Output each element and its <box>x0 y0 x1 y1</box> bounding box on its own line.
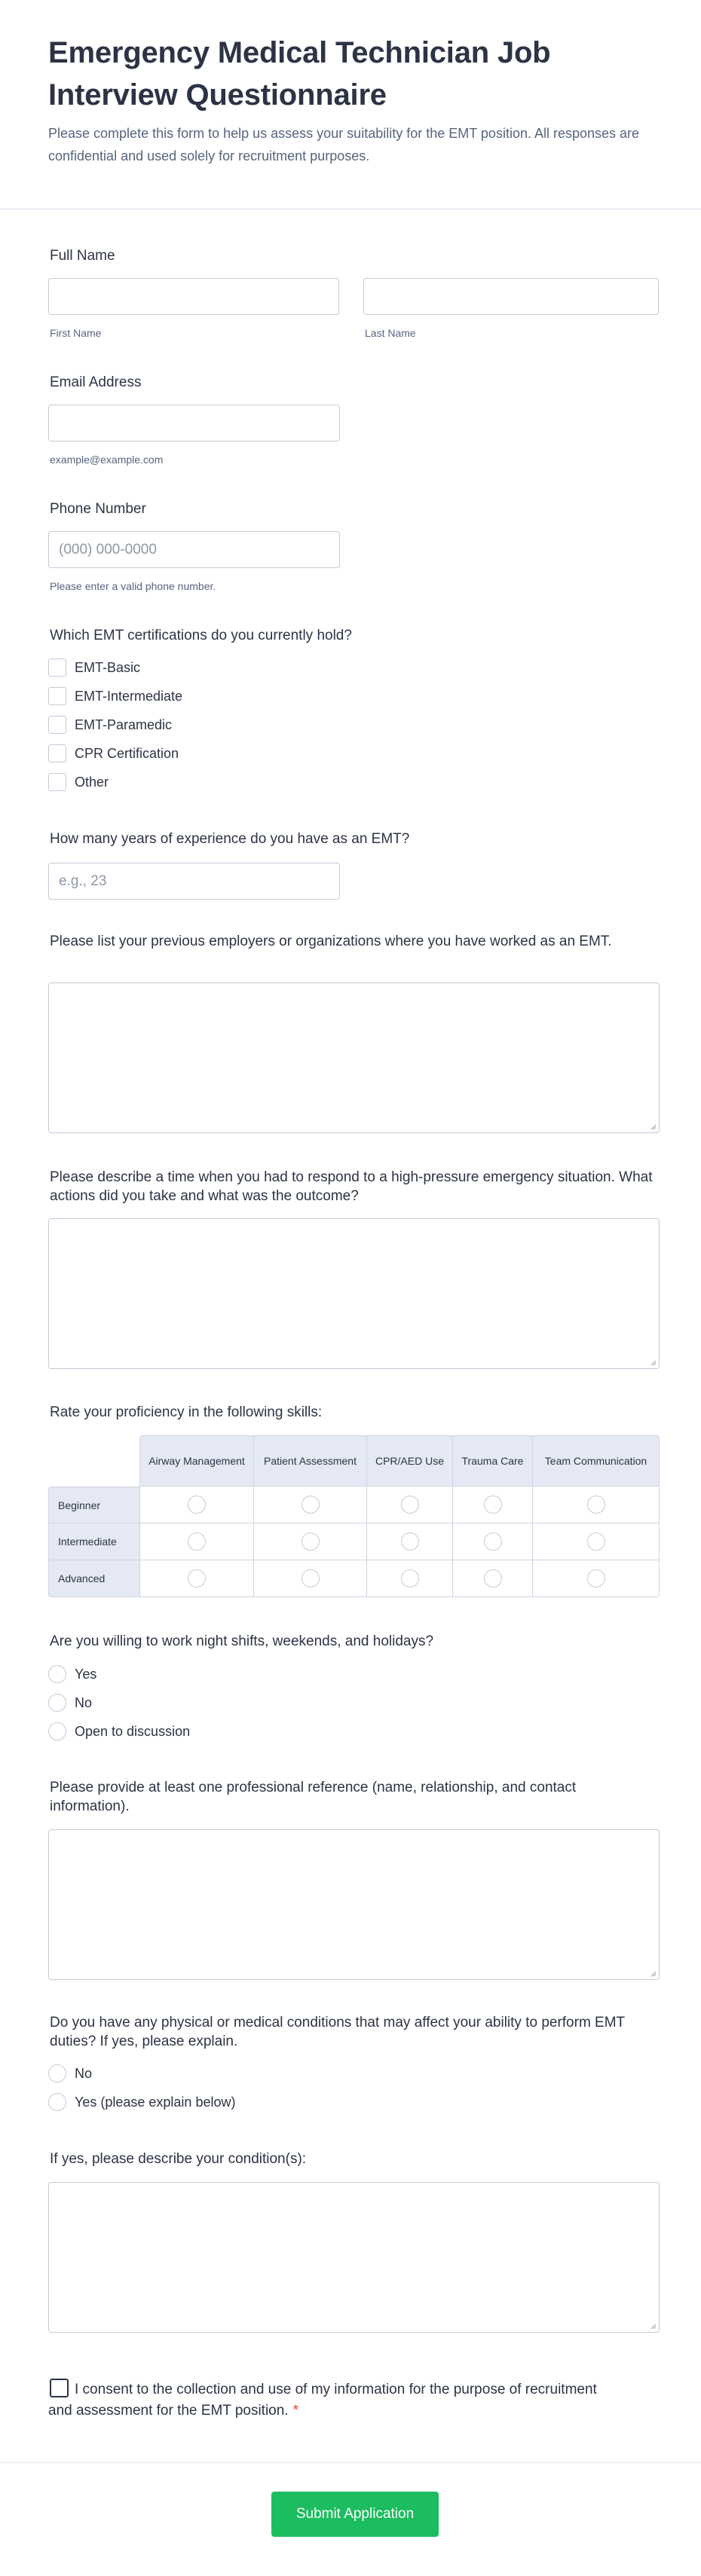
shifts-label: Are you willing to work night shifts, weekends, and holidays? <box>50 1633 434 1649</box>
email-helper: example@example.com <box>50 454 164 466</box>
condition-details-textarea[interactable] <box>48 2182 660 2333</box>
option-label: EMT-Paramedic <box>75 717 173 732</box>
option-label: No <box>75 1694 93 1710</box>
reference-textarea[interactable] <box>48 1829 660 1980</box>
matrix-radio[interactable] <box>302 1569 320 1587</box>
checkbox[interactable] <box>48 744 66 762</box>
radio[interactable] <box>48 1665 66 1683</box>
option-label: Yes <box>75 1666 97 1682</box>
employers-textarea[interactable] <box>48 982 660 1133</box>
high-pressure-textarea[interactable] <box>48 1218 660 1369</box>
consent-label: I consent to the collection and use of my information for the purpose of recruitment and assessment for the EMT position. <box>48 2382 597 2419</box>
medical-label: Do you have any physical or medical conditions that may affect your ability to perform EMT duties? If yes, please explain. <box>50 2015 625 2049</box>
certifications-label: Which EMT certifications do you currently hold? <box>50 628 352 643</box>
last-name-sublabel: Last Name <box>365 327 416 339</box>
option-label: No <box>75 2065 93 2081</box>
matrix-row-header: Advanced <box>48 1560 139 1597</box>
matrix-radio[interactable] <box>188 1569 206 1587</box>
medical-option[interactable] <box>48 2064 92 2083</box>
full-name-label: Full Name <box>50 248 115 264</box>
radio[interactable] <box>48 1722 66 1740</box>
resize-handle-icon[interactable] <box>649 1358 657 1366</box>
high-pressure-label: Please describe a time when you had to respond to a high-pressure emergency situation. What actions did you take and what was the outcome? <box>50 1169 653 1204</box>
matrix-radio[interactable] <box>302 1532 320 1551</box>
medical-option[interactable] <box>48 2092 235 2112</box>
certification-option[interactable] <box>48 772 109 792</box>
option-label: Yes (please explain below) <box>75 2094 236 2110</box>
matrix-row-header: Beginner <box>48 1487 139 1523</box>
shifts-option[interactable] <box>48 1693 92 1713</box>
matrix-radio[interactable] <box>188 1496 206 1514</box>
consent-field <box>48 2379 621 2422</box>
option-label: Open to discussion <box>75 1723 191 1739</box>
shifts-option[interactable] <box>48 1664 96 1684</box>
proficiency-matrix <box>48 1435 660 1597</box>
radio[interactable] <box>48 1694 66 1712</box>
option-label: CPR Certification <box>75 745 179 761</box>
checkbox[interactable] <box>48 716 66 734</box>
matrix-radio[interactable] <box>587 1496 605 1514</box>
resize-handle-icon[interactable] <box>649 1123 657 1130</box>
matrix-radio[interactable] <box>587 1532 605 1551</box>
footer-divider <box>0 2462 701 2463</box>
matrix-column-header: Team Communication <box>533 1435 660 1487</box>
certification-option[interactable] <box>48 686 182 706</box>
option-label: EMT-Intermediate <box>75 688 183 704</box>
option-label: EMT-Basic <box>75 659 141 675</box>
phone-input[interactable] <box>48 531 340 568</box>
matrix-radio[interactable] <box>401 1532 419 1551</box>
matrix-column-header: Airway Management <box>139 1435 254 1487</box>
condition-details-label: If yes, please describe your condition(s): <box>50 2151 307 2167</box>
reference-label: Please provide at least one professional reference (name, relationship, and contact information). <box>50 1780 577 1814</box>
matrix-column-header: Trauma Care <box>453 1435 533 1487</box>
resize-handle-icon[interactable] <box>649 2322 657 2330</box>
checkbox[interactable] <box>48 687 66 705</box>
checkbox[interactable] <box>48 773 66 791</box>
email-input[interactable] <box>48 405 340 442</box>
phone-placeholder: (000) 000-0000 <box>59 541 157 558</box>
form-title: Emergency Medical Technician Job Interview Questionnaire <box>48 36 551 112</box>
proficiency-label: Rate your proficiency in the following skills: <box>50 1404 323 1420</box>
matrix-radio[interactable] <box>484 1532 502 1551</box>
form-description: Please complete this form to help us assess your suitability for the EMT position. All responses are confidential and used solely for recruitment purposes. <box>48 126 640 163</box>
experience-input[interactable] <box>48 863 340 900</box>
radio[interactable] <box>48 2064 66 2082</box>
matrix-radio[interactable] <box>484 1496 502 1514</box>
matrix-row-header: Intermediate <box>48 1523 139 1560</box>
required-asterisk: * <box>292 2403 298 2419</box>
last-name-input[interactable] <box>363 278 659 315</box>
matrix-radio[interactable] <box>484 1569 502 1587</box>
certification-option[interactable] <box>48 658 140 677</box>
certification-option[interactable] <box>48 744 179 763</box>
experience-label: How many years of experience do you have as an EMT? <box>50 831 410 847</box>
consent-checkbox[interactable] <box>50 2379 69 2397</box>
employers-label: Please list your previous employers or organizations where you have worked as an EMT. <box>50 934 612 949</box>
radio[interactable] <box>48 2093 66 2111</box>
shifts-option[interactable] <box>48 1722 190 1741</box>
matrix-radio[interactable] <box>401 1496 419 1514</box>
option-label: Other <box>75 774 109 790</box>
matrix-corner <box>48 1435 139 1487</box>
email-label: Email Address <box>50 374 142 390</box>
first-name-input[interactable] <box>48 278 339 315</box>
matrix-radio[interactable] <box>587 1569 605 1587</box>
checkbox[interactable] <box>48 659 66 677</box>
experience-placeholder: e.g., 23 <box>59 872 107 889</box>
matrix-radio[interactable] <box>401 1569 419 1587</box>
matrix-column-header: Patient Assessment <box>254 1435 367 1487</box>
certification-option[interactable] <box>48 715 172 735</box>
resize-handle-icon[interactable] <box>649 1969 657 1977</box>
submit-button[interactable]: Submit Application <box>271 2492 439 2537</box>
matrix-column-header: CPR/AED Use <box>367 1435 453 1487</box>
phone-helper: Please enter a valid phone number. <box>50 580 216 592</box>
phone-label: Phone Number <box>50 501 146 517</box>
first-name-sublabel: First Name <box>50 327 102 339</box>
matrix-radio[interactable] <box>302 1496 320 1514</box>
matrix-radio[interactable] <box>188 1532 206 1551</box>
